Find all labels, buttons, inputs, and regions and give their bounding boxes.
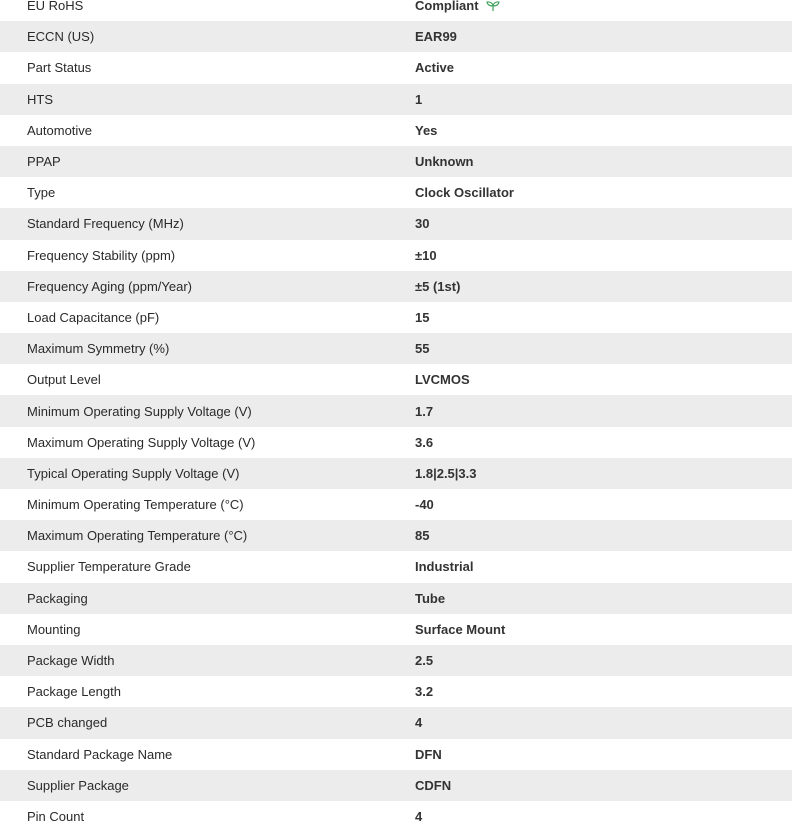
spec-value-text: 1	[415, 91, 423, 107]
spec-label: Frequency Stability (ppm)	[27, 247, 176, 263]
spec-label: Package Length	[27, 684, 121, 700]
spec-value-text: Surface Mount	[415, 621, 506, 637]
spec-value-text: Industrial	[415, 559, 474, 575]
spec-value-text: 3.6	[415, 434, 434, 450]
leaf-icon	[486, 0, 500, 12]
spec-row	[0, 240, 792, 271]
spec-label: Automotive	[27, 122, 93, 138]
spec-row	[0, 146, 792, 177]
spec-value-text: CDFN	[415, 777, 452, 793]
spec-label: Minimum Operating Temperature (°C)	[27, 497, 244, 513]
spec-label: Maximum Operating Supply Voltage (V)	[27, 434, 256, 450]
spec-value-text: Yes	[415, 122, 438, 138]
spec-label: Pin Count	[27, 808, 85, 824]
spec-value	[388, 123, 792, 138]
spec-value	[388, 653, 792, 668]
spec-row	[0, 364, 792, 395]
spec-value	[388, 435, 792, 450]
spec-value-text: 2.5	[415, 653, 434, 669]
spec-label: Standard Package Name	[27, 746, 173, 762]
spec-row	[0, 458, 792, 489]
spec-value-text: Clock Oscillator	[415, 185, 514, 201]
spec-value	[388, 341, 792, 356]
spec-value	[388, 591, 792, 606]
spec-row	[0, 84, 792, 115]
spec-label: Typical Operating Supply Voltage (V)	[27, 465, 240, 481]
spec-value	[388, 279, 792, 294]
spec-value	[388, 466, 792, 481]
spec-row	[0, 520, 792, 551]
spec-value	[388, 310, 792, 325]
spec-row	[0, 21, 792, 52]
spec-value-text: 15	[415, 309, 430, 325]
spec-value	[388, 684, 792, 699]
spec-value	[388, 372, 792, 387]
spec-label: Standard Frequency (MHz)	[27, 216, 184, 232]
spec-value-text: 55	[415, 341, 430, 357]
spec-value-text: Tube	[415, 590, 446, 606]
spec-value-text: ±10	[415, 247, 437, 263]
spec-value	[388, 185, 792, 200]
spec-row	[0, 614, 792, 645]
spec-row	[0, 676, 792, 707]
spec-row	[0, 739, 792, 770]
spec-value	[388, 154, 792, 169]
spec-value-text: 4	[415, 715, 423, 731]
spec-row	[0, 707, 792, 738]
spec-row	[0, 302, 792, 333]
spec-label: PCB changed	[27, 715, 108, 731]
spec-label: Frequency Aging (ppm/Year)	[27, 278, 193, 294]
spec-value	[388, 778, 792, 793]
spec-label: HTS	[27, 91, 53, 107]
spec-label: Minimum Operating Supply Voltage (V)	[27, 403, 252, 419]
spec-row	[0, 395, 792, 426]
spec-value	[388, 248, 792, 263]
spec-label: Packaging	[27, 590, 88, 606]
spec-row	[0, 551, 792, 582]
spec-label: Mounting	[27, 621, 81, 637]
spec-label: Maximum Symmetry (%)	[27, 341, 170, 357]
spec-row	[0, 645, 792, 676]
spec-row	[0, 489, 792, 520]
spec-value-text: 85	[415, 528, 430, 544]
spec-row	[0, 770, 792, 801]
spec-label: Output Level	[27, 372, 101, 388]
spec-value	[388, 622, 792, 637]
spec-row	[0, 208, 792, 239]
spec-value	[388, 747, 792, 762]
spec-value	[388, 216, 792, 231]
spec-row	[0, 583, 792, 614]
spec-value-text: -40	[415, 497, 434, 513]
spec-value	[388, 60, 792, 75]
spec-row	[0, 333, 792, 364]
spec-value-text: Active	[415, 60, 455, 76]
spec-value-text: Unknown	[415, 154, 474, 170]
spec-label: Supplier Temperature Grade	[27, 559, 191, 575]
spec-value	[388, 0, 792, 13]
spec-value	[388, 715, 792, 730]
spec-value-text: 3.2	[415, 684, 434, 700]
spec-label: EU RoHS	[27, 0, 84, 14]
spec-value-text: LVCMOS	[415, 372, 470, 388]
spec-row	[0, 177, 792, 208]
spec-value	[388, 559, 792, 574]
spec-value	[388, 809, 792, 824]
spec-label: Part Status	[27, 60, 92, 76]
spec-label: Type	[27, 185, 56, 201]
spec-label: Maximum Operating Temperature (°C)	[27, 528, 248, 544]
spec-value-text: ±5 (1st)	[415, 278, 461, 294]
spec-row	[0, 0, 792, 21]
spec-value	[388, 29, 792, 44]
spec-value-text: 1.7	[415, 403, 434, 419]
spec-row	[0, 115, 792, 146]
spec-value-text: Compliant	[415, 0, 479, 14]
spec-label: PPAP	[27, 154, 61, 170]
spec-value-text: 30	[415, 216, 430, 232]
spec-row	[0, 52, 792, 83]
spec-value-text: 1.8|2.5|3.3	[415, 465, 477, 481]
spec-label: Load Capacitance (pF)	[27, 309, 160, 325]
spec-row	[0, 801, 792, 832]
spec-value	[388, 92, 792, 107]
spec-value	[388, 404, 792, 419]
spec-value-text: 4	[415, 808, 423, 824]
spec-label: ECCN (US)	[27, 29, 95, 45]
spec-row	[0, 427, 792, 458]
spec-row	[0, 271, 792, 302]
spec-label: Package Width	[27, 653, 115, 669]
spec-value-text: EAR99	[415, 29, 457, 45]
spec-value-text: DFN	[415, 746, 442, 762]
spec-value	[388, 528, 792, 543]
spec-label: Supplier Package	[27, 777, 129, 793]
spec-value	[388, 497, 792, 512]
